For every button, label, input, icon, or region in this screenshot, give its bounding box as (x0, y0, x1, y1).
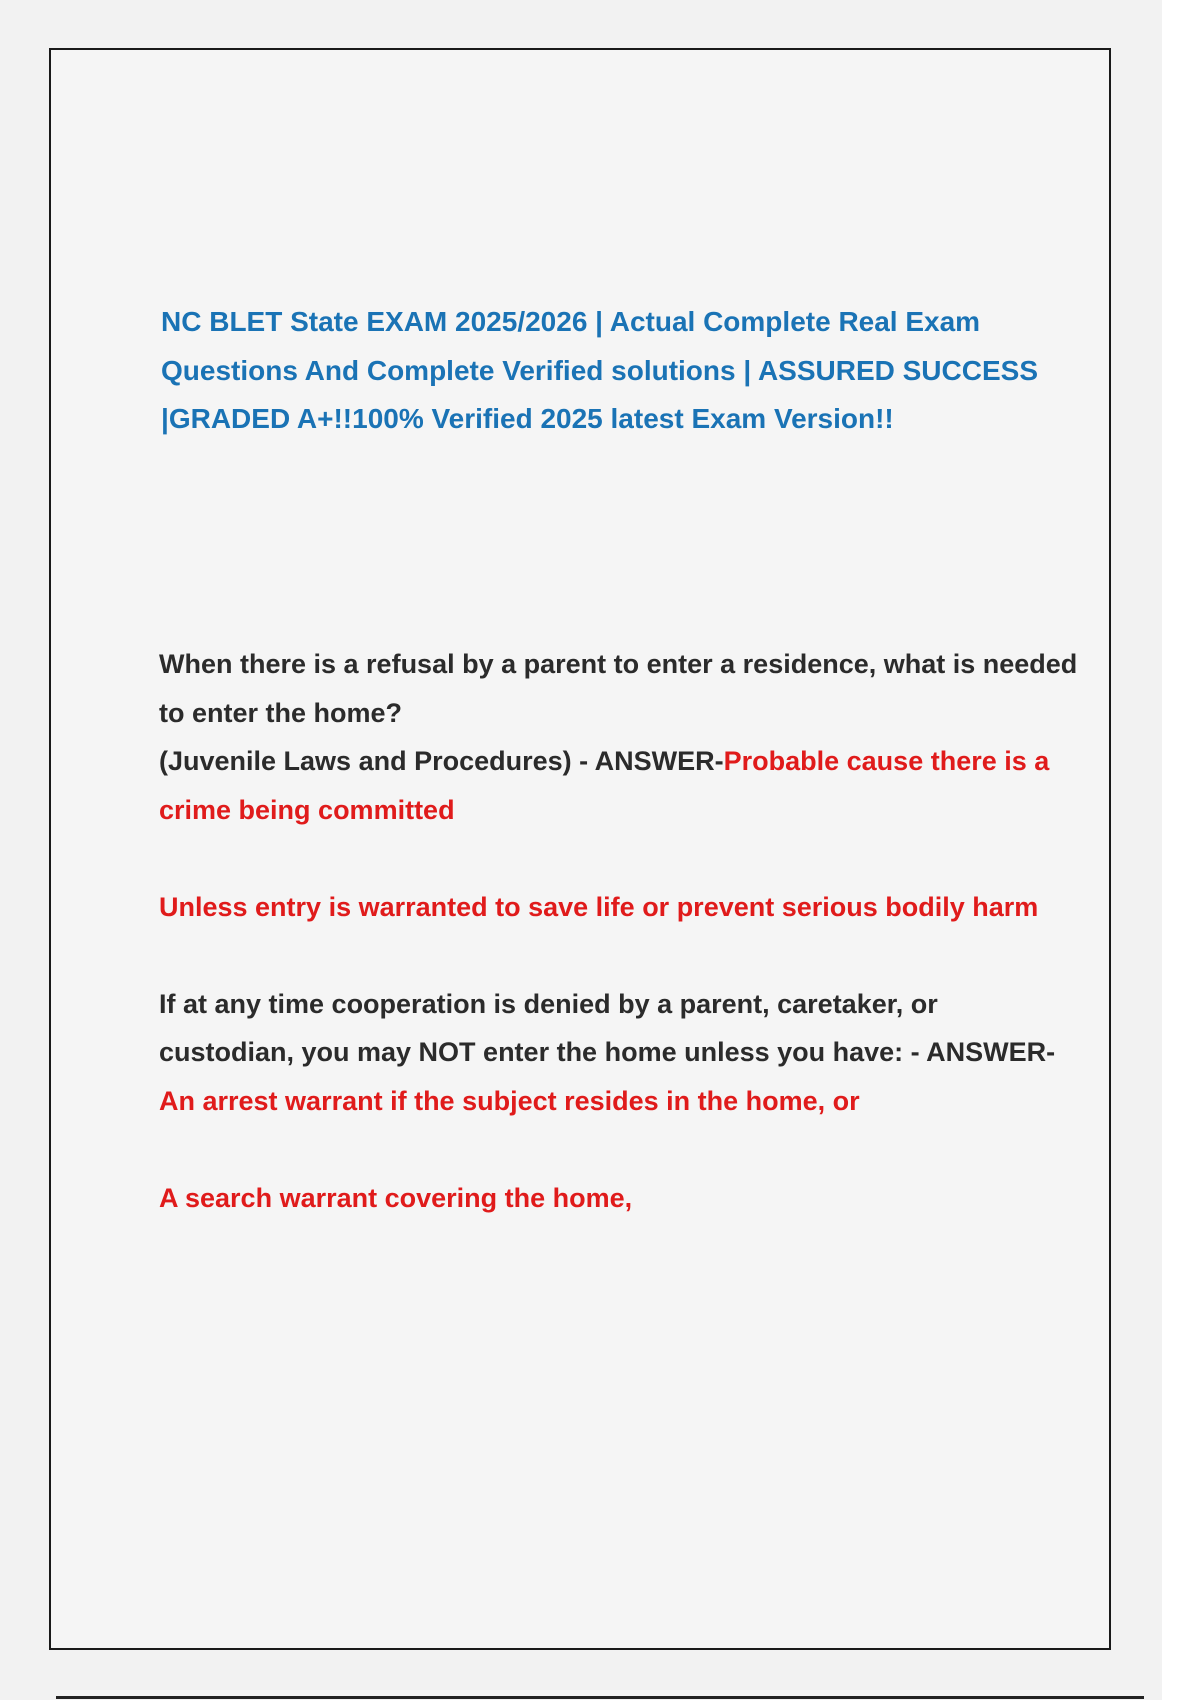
spacer (159, 1125, 1079, 1174)
question-1 (159, 640, 1079, 834)
answer-2-text: An arrest warrant if the subject resides in the home, or (159, 1085, 860, 1116)
answer-2-continuation: A search warrant covering the home, (159, 1182, 633, 1213)
question-1-category: (Juvenile Laws and Procedures) - ANSWER- (159, 746, 724, 776)
document-title: NC BLET State EXAM 2025/2026 | Actual Complete Real Exam Questions And Complete Verified solutions | ASSURED SUCCESS |GRADED A+!!100% Verified 2025 latest Exam Version!! (161, 306, 1038, 434)
document-body (159, 640, 1079, 1222)
next-page-edge (56, 1696, 1144, 1699)
viewer-right-margin (1162, 0, 1200, 1700)
question-2 (159, 980, 1079, 1126)
document-page (49, 48, 1111, 1650)
answer-1-text: Probable cause there is a crime being committed (159, 746, 1050, 825)
spacer (159, 834, 1079, 883)
spacer (159, 931, 1079, 980)
question-1-text: When there is a refusal by a parent to enter a residence, what is needed to enter the home? (159, 649, 1078, 728)
answer-1-note: Unless entry is warranted to save life or prevent serious bodily harm (159, 891, 1039, 922)
question-2-text: If at any time cooperation is denied by a parent, caretaker, or custodian, you may NOT enter the home unless you have: - ANSWER- (159, 988, 1056, 1067)
